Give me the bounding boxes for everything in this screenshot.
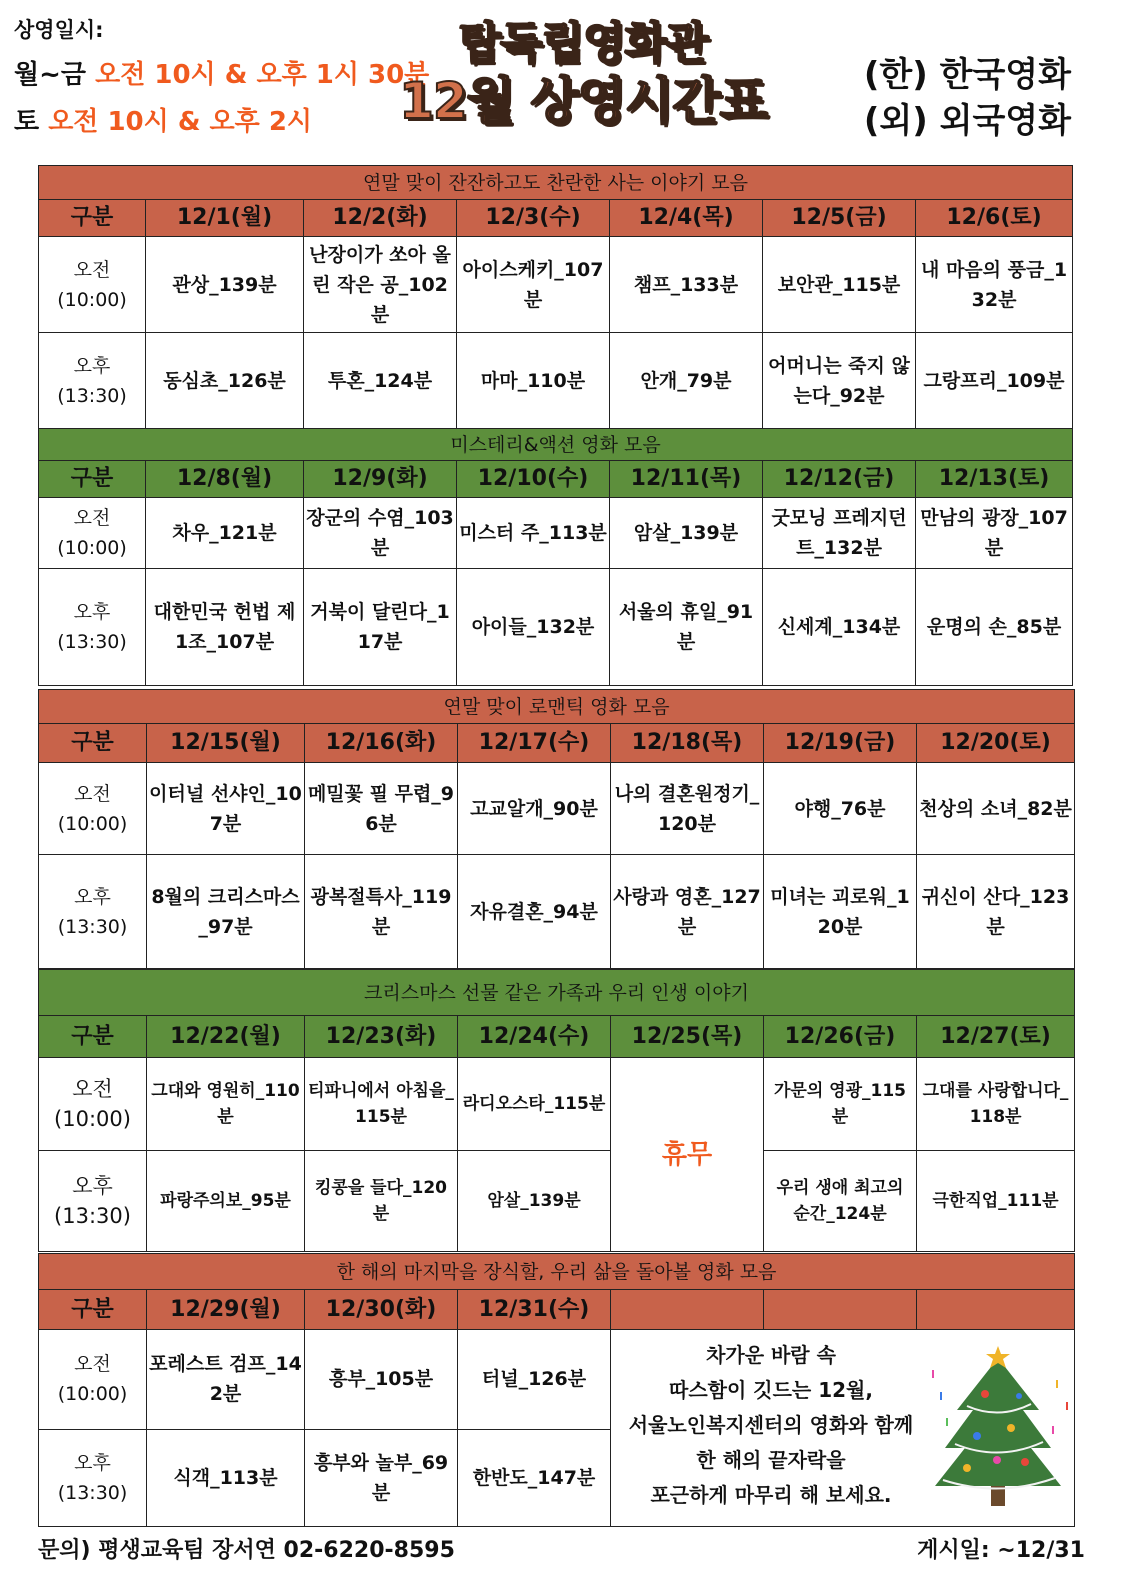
week-1-table: [38, 165, 1073, 429]
movie-cell: 차우_121분: [146, 498, 304, 569]
pm-slot-label: 오후 (13:30): [39, 1151, 147, 1252]
movie-cell: 포레스트 검프_142분: [147, 1330, 305, 1430]
movie-cell: 동심초_126분: [146, 333, 304, 429]
day-header: 12/9(화): [304, 461, 457, 498]
day-header: 12/19(금): [764, 724, 917, 763]
movie-cell: 극한직업_111분: [917, 1151, 1075, 1252]
title-line-2: 12월 상영시간표: [399, 72, 767, 130]
schedule-info: [14, 14, 429, 148]
week-5-table: [38, 1253, 1075, 1527]
day-header: 12/23(화): [305, 1016, 458, 1058]
header-col-label: 구분: [39, 461, 146, 498]
movie-cell: 가문의 영광_115분: [764, 1058, 917, 1151]
pm-slot-label: 오후 (13:30): [39, 569, 146, 686]
movie-cell: 파랑주의보_95분: [147, 1151, 305, 1252]
day-header: 12/1(월): [146, 200, 304, 237]
movie-cell: 광복절특사_119분: [305, 855, 458, 969]
day-header: 12/15(월): [147, 724, 305, 763]
am-slot-label: 오전 (10:00): [39, 498, 146, 569]
day-header: 12/27(토): [917, 1016, 1075, 1058]
day-header: 12/26(금): [764, 1016, 917, 1058]
movie-cell: 거북이 달린다_117분: [304, 569, 457, 686]
week-4-theme: 크리스마스 선물 같은 가족과 우리 인생 이야기: [39, 970, 1075, 1016]
day-header: 12/24(수): [458, 1016, 611, 1058]
movie-cell: 아이들_132분: [457, 569, 610, 686]
movie-cell: 서울의 휴일_91분: [610, 569, 763, 686]
movie-cell: 메밀꽃 필 무렵_96분: [305, 763, 458, 855]
week-3-theme: 연말 맞이 로맨틱 영화 모음: [39, 690, 1075, 724]
movie-cell: 암살_139분: [610, 498, 763, 569]
pm-slot-label: 오후 (13:30): [39, 333, 146, 429]
am-slot-label: 오전 (10:00): [39, 1330, 147, 1430]
movie-cell: 그대와 영원히_110분: [147, 1058, 305, 1151]
movie-cell: 아이스케키_107분: [457, 237, 610, 333]
day-header: 12/17(수): [458, 724, 611, 763]
day-header: 12/16(화): [305, 724, 458, 763]
movie-cell: 관상_139분: [146, 237, 304, 333]
movie-cell: 장군의 수염_103분: [304, 498, 457, 569]
week-2-table: [38, 428, 1073, 686]
title-line-1: 탑독립영화관: [458, 18, 708, 69]
day-header: 12/2(화): [304, 200, 457, 237]
movie-cell: 킹콩을 들다_120분: [305, 1151, 458, 1252]
movie-cell: 투혼_124분: [304, 333, 457, 429]
movie-cell: 사랑과 영혼_127분: [611, 855, 764, 969]
movie-cell: 그대를 사랑합니다_118분: [917, 1058, 1075, 1151]
movie-cell: 챔프_133분: [610, 237, 763, 333]
week-3-table: [38, 689, 1075, 969]
header-col-label: 구분: [39, 200, 146, 237]
header-col-label: 구분: [39, 1290, 147, 1330]
movie-cell: 이터널 선샤인_107분: [147, 763, 305, 855]
movie-cell: 미스터 주_113분: [457, 498, 610, 569]
movie-cell: 난장이가 쏘아 올린 작은 공_102분: [304, 237, 457, 333]
closing-message: 차가운 바람 속 따스함이 깃드는 12월, 서울노인복지센터의 영화와 함께 한 해의 끝자락을 포근하게 마무리 해 보세요.: [628, 1343, 914, 1507]
posting-date: 게시일: ~12/31: [917, 1538, 1085, 1563]
movie-cell: 안개_79분: [610, 333, 763, 429]
movie-cell: 귀신이 산다_123분: [917, 855, 1075, 969]
am-slot-label: 오전 (10:00): [39, 237, 146, 333]
day-header: 12/29(월): [147, 1290, 305, 1330]
contact-info: 문의) 평생교육팀 장서연 02-6220-8595: [38, 1538, 455, 1563]
day-header: 12/12(금): [763, 461, 916, 498]
saturday-schedule: [14, 101, 429, 138]
movie-cell: 흥부와 놀부_69분: [305, 1429, 458, 1527]
day-header: 12/30(화): [305, 1290, 458, 1330]
weekday-prefix: 월~금: [14, 60, 87, 90]
legend: [864, 52, 1071, 144]
movie-cell: 어머니는 죽지 않는다_92분: [763, 333, 916, 429]
legend-korean: (한) 한국영화: [863, 55, 1071, 95]
holiday-cell: 휴무: [611, 1058, 764, 1252]
pm-slot-label: 오후 (13:30): [39, 1429, 147, 1527]
movie-cell: 우리 생애 최고의 순간_124분: [764, 1151, 917, 1252]
movie-cell: 만남의 광장_107분: [916, 498, 1073, 569]
day-header: 12/25(목): [611, 1016, 764, 1058]
movie-cell: 천상의 소녀_82분: [917, 763, 1075, 855]
movie-cell: 야행_76분: [764, 763, 917, 855]
weekday-schedule: [14, 54, 429, 91]
christmas-tree-icon: [927, 1340, 1072, 1510]
movie-cell: 신세계_134분: [763, 569, 916, 686]
schedule-label: 상영일시:: [14, 18, 104, 42]
header-col-label: 구분: [39, 1016, 147, 1058]
movie-cell: 대한민국 헌법 제1조_107분: [146, 569, 304, 686]
week-4-table: [38, 969, 1075, 1252]
movie-cell: 내 마음의 풍금_132분: [916, 237, 1073, 333]
pm-slot-label: 오후 (13:30): [39, 855, 147, 969]
week-2-theme: 미스테리&액션 영화 모음: [39, 429, 1073, 461]
closing-message-cell: [611, 1330, 1075, 1527]
movie-cell: 운명의 손_85분: [916, 569, 1073, 686]
legend-foreign: (외) 외국영화: [863, 101, 1071, 141]
day-header: 12/11(목): [610, 461, 763, 498]
movie-cell: 고교알개_90분: [458, 763, 611, 855]
movie-cell: 식객_113분: [147, 1429, 305, 1527]
empty-header: [611, 1290, 764, 1330]
day-header: 12/20(토): [917, 724, 1075, 763]
day-header: 12/18(목): [611, 724, 764, 763]
week-5-theme: 한 해의 마지막을 장식할, 우리 삶을 돌아볼 영화 모음: [39, 1254, 1075, 1290]
day-header: 12/3(수): [457, 200, 610, 237]
day-header: 12/6(토): [916, 200, 1073, 237]
movie-cell: 티파니에서 아침을_115분: [305, 1058, 458, 1151]
movie-cell: 터널_126분: [458, 1330, 611, 1430]
am-slot-label: 오전 (10:00): [39, 763, 147, 855]
movie-cell: 미녀는 괴로워_120분: [764, 855, 917, 969]
movie-cell: 8월의 크리스마스_97분: [147, 855, 305, 969]
movie-cell: 자유결혼_94분: [458, 855, 611, 969]
day-header: 12/13(토): [916, 461, 1073, 498]
movie-cell: 보안관_115분: [763, 237, 916, 333]
week-1-theme: 연말 맞이 잔잔하고도 찬란한 사는 이야기 모음: [39, 166, 1073, 200]
day-header: 12/22(월): [147, 1016, 305, 1058]
weekday-times: 오전 10시 & 오후 1시 30분: [95, 60, 430, 90]
movie-cell: 흥부_105분: [305, 1330, 458, 1430]
movie-cell: 나의 결혼원정기_120분: [611, 763, 764, 855]
am-slot-label: 오전 (10:00): [39, 1058, 147, 1151]
saturday-times: 오전 10시 & 오후 2시: [48, 107, 313, 137]
movie-cell: 마마_110분: [457, 333, 610, 429]
movie-cell: 암살_139분: [458, 1151, 611, 1252]
movie-cell: 그랑프리_109분: [916, 333, 1073, 429]
empty-header: [764, 1290, 917, 1330]
day-header: 12/5(금): [763, 200, 916, 237]
movie-cell: 굿모닝 프레지던트_132분: [763, 498, 916, 569]
movie-cell: 한반도_147분: [458, 1429, 611, 1527]
empty-header: [917, 1290, 1075, 1330]
movie-cell: 라디오스타_115분: [458, 1058, 611, 1151]
day-header: 12/4(목): [610, 200, 763, 237]
day-header: 12/10(수): [457, 461, 610, 498]
header-col-label: 구분: [39, 724, 147, 763]
day-header: 12/31(수): [458, 1290, 611, 1330]
day-header: 12/8(월): [146, 461, 304, 498]
saturday-prefix: 토: [14, 107, 40, 137]
page-title: [388, 18, 778, 132]
